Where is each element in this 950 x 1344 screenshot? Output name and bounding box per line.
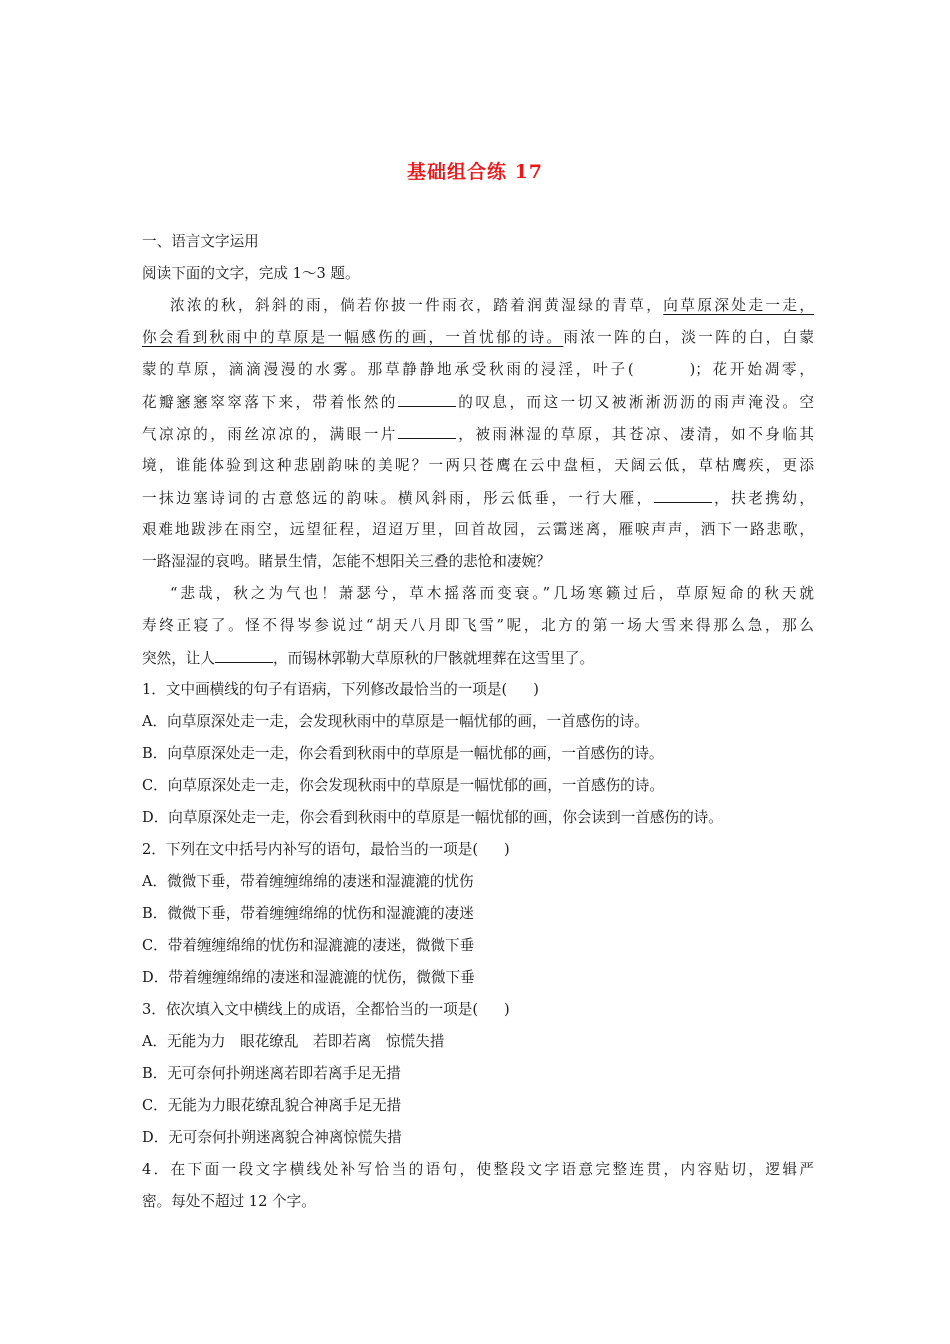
question-1-option-b: B．向草原深处走一走，你会看到秋雨中的草原是一幅忧郁的画，一首感伤的诗。 xyxy=(142,745,664,762)
passage-line xyxy=(170,296,814,316)
fill-blank xyxy=(398,392,456,407)
passage-text: 浓浓的秋，斜斜的雨，倘若你披一件雨衣，踏着润黄湿绿的青草， xyxy=(170,297,664,314)
question-1-option-a: A．向草原深处走一走，会发现秋雨中的草原是一幅忧郁的画，一首感伤的诗。 xyxy=(142,713,649,730)
question-1-option-c: C．向草原深处走一走，你会发现秋雨中的草原是一幅忧郁的画，一首感伤的诗。 xyxy=(142,777,664,794)
passage-text: 突然，让人 xyxy=(142,650,215,667)
fill-blank xyxy=(654,488,712,503)
passage-line: 一路湿湿的哀鸣。睹景生情，怎能不想阳关三叠的悲怆和凄婉？ xyxy=(142,553,551,570)
question-text: ) xyxy=(533,681,539,698)
underlined-sentence: 你会看到秋雨中的草原是一幅感伤的画，一首忧郁的诗。 xyxy=(142,329,564,346)
passage-line xyxy=(142,424,814,445)
fill-blank xyxy=(215,648,273,663)
question-1-stem xyxy=(142,680,814,700)
fill-blank xyxy=(398,424,456,439)
passage-line: 寿终正寝了。怪不得岑参说过“胡天八月即飞雪”呢，北方的第一场大雪来得那么急，那么 xyxy=(142,617,814,634)
question-3-option-b: B．无可奈何扑朔迷离若即若离手足无措 xyxy=(142,1065,401,1082)
passage-text: 蒙的草原，滴滴漫漫的水雾。那草静静地承受秋雨的浸淫，叶子( xyxy=(142,361,634,378)
question-text: 2．下列在文中括号内补写的语句，最恰当的一项是( xyxy=(142,841,479,858)
passage-text: ，而锡林郭勒大草原秋的尸骸就埋葬在这雪里了。 xyxy=(272,650,595,667)
passage-text: ，扶老携幼， xyxy=(711,490,814,507)
reading-instruction: 阅读下面的文字，完成 1～3 题。 xyxy=(142,265,360,282)
passage-text: 雨浓一阵的白，淡一阵的白，白蒙 xyxy=(563,329,814,346)
underlined-sentence: 向草原深处走一走， xyxy=(663,297,814,314)
passage-line xyxy=(142,392,814,413)
passage-text: ，被雨淋湿的草原，其苍凉、凄清，如不身临其 xyxy=(455,426,814,443)
question-1-option-d: D．向草原深处走一走，你会看到秋雨中的草原是一幅忧郁的画，你会读到一首感伤的诗。 xyxy=(142,809,723,826)
question-2-stem xyxy=(142,840,814,860)
question-2-option-d: D．带着缠缠绵绵的凄迷和湿漉漉的忧伤，微微下垂 xyxy=(142,969,475,986)
question-2-option-c: C．带着缠缠绵绵的忧伤和湿漉漉的凄迷，微微下垂 xyxy=(142,937,475,954)
passage-text: 气凉凉的，雨丝凉凉的，满眼一片 xyxy=(142,426,398,443)
question-4-stem: 4．在下面一段文字横线处补写恰当的语句，使整段文字语意完整连贯，内容贴切，逻辑严 xyxy=(142,1161,814,1178)
passage-line: 艰难地跋涉在雨空，远望征程，迢迢万里，回首故园，云霭迷离，雁唳声声，洒下一路悲歌， xyxy=(142,521,814,538)
question-3-stem xyxy=(142,1000,814,1020)
question-text: ) xyxy=(504,841,510,858)
question-text: 3．依次填入文中横线上的成语，全都恰当的一项是( xyxy=(142,1001,479,1018)
question-2-option-b: B．微微下垂，带着缠缠绵绵的忧伤和湿漉漉的凄迷 xyxy=(142,905,474,922)
passage-line xyxy=(142,328,814,348)
question-2-option-a: A．微微下垂，带着缠缠绵绵的凄迷和湿漉漉的忧伤 xyxy=(142,873,474,890)
question-text: ) xyxy=(504,1001,510,1018)
section-heading: 一、语言文字运用 xyxy=(142,233,259,250)
question-4-stem-cont: 密。每处不超过 12 个字。 xyxy=(142,1193,316,1210)
question-3-option-d: D．无可奈何扑朔迷离貌合神离惊慌失措 xyxy=(142,1129,402,1146)
question-3-option-c: C．无能为力眼花缭乱貌合神离手足无措 xyxy=(142,1097,402,1114)
passage-line xyxy=(142,488,814,509)
passage-line: “悲哉，秋之为气也！萧瑟兮，草木摇落而变衰。”几场寒籁过后，草原短命的秋天就 xyxy=(170,585,814,602)
passage-text: 花瓣窸窸窣窣落下来，带着怅然的 xyxy=(142,394,398,411)
passage-text: 的叹息，而这一切又被淅淅沥沥的雨声淹没。空 xyxy=(455,394,814,411)
passage-line xyxy=(142,360,814,380)
passage-text: )；花开始凋零， xyxy=(689,361,814,378)
page-title: 基础组合练 17 xyxy=(406,161,544,183)
passage-line xyxy=(142,648,814,669)
question-3-option-a: A．无能为力 眼花缭乱 若即若离 惊慌失措 xyxy=(142,1033,445,1050)
question-text: 1．文中画横线的句子有语病，下列修改最恰当的一项是( xyxy=(142,681,508,698)
passage-line: 境，谁能体验到这种悲剧韵味的美呢？一两只苍鹰在云中盘桓，天阔云低，草枯鹰疾，更添 xyxy=(142,457,814,474)
passage-text: 一抹边塞诗词的古意悠远的韵味。横风斜雨，彤云低垂，一行大雁， xyxy=(142,490,654,507)
